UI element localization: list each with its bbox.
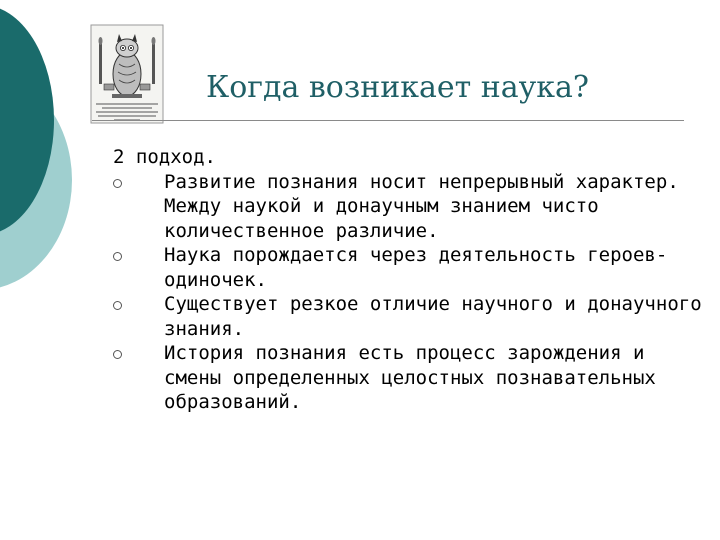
intro-text: 2 подход.	[113, 146, 216, 168]
bullet-text: История познания есть процесс зарождения и смены определенных целостных познавательных образований.	[164, 342, 656, 413]
list-item	[113, 170, 703, 244]
hollow-circle-icon	[113, 301, 122, 310]
hollow-circle-icon	[113, 252, 122, 261]
slide-content	[113, 145, 703, 415]
hollow-circle-icon	[113, 350, 122, 359]
bullet-list	[113, 170, 703, 415]
bullet-text: Наука порождается через деятельность героев-одиночек.	[164, 244, 668, 291]
slide-title: Когда возникает наука?	[206, 70, 589, 105]
list-item	[113, 292, 703, 341]
hollow-circle-icon	[113, 179, 122, 188]
bullet-text: Существует резкое отличие научного и донаучного знания.	[164, 293, 702, 340]
list-item	[113, 243, 703, 292]
title-divider	[92, 120, 684, 121]
owl-engraving-picture	[90, 24, 164, 124]
list-item	[113, 341, 703, 415]
bullet-text: Развитие познания носит непрерывный характер. Между наукой и донаучным знанием чисто количественное различие.	[164, 170, 679, 242]
